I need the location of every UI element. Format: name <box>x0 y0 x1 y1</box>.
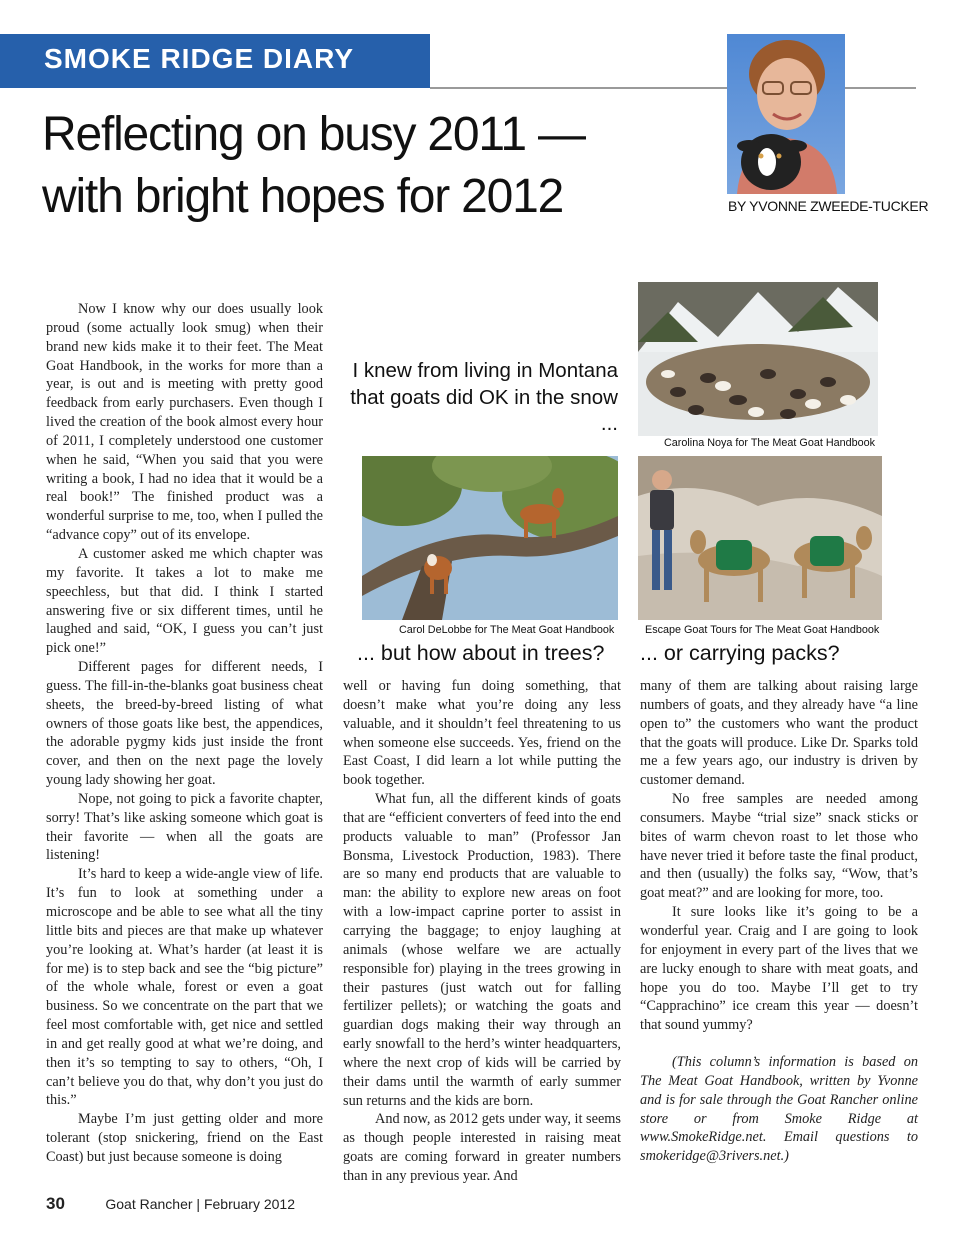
caption-packs: ... or carrying packs? <box>640 641 840 665</box>
byline: BY YVONNE ZWEEDE-TUCKER <box>728 198 929 214</box>
paragraph: Maybe I’m just getting older and more tolerant (stop snickering, friend on the East Coast) but just because someone is doing <box>46 1111 323 1165</box>
article-column-3 <box>640 677 918 1166</box>
paragraph: well or having fun doing something, that doesn’t make what you’re doing any less valuable, and it shouldn’t feel threatening to us when someone else succeeds. Yes, friend on the East Coast, I did learn a lot while putting the book together. <box>343 678 621 789</box>
page-number: 30 <box>46 1194 65 1213</box>
paragraph: It sure looks like it’s going to be a wonderful year. Craig and I are going to look for enjoyment in every part of the lives that we are lucky enough to share with meat goats, and hope you do too. Maybe I’ll get to try “Capprachino” ice cream this year — doesn’t that sound yummy? <box>640 904 918 1034</box>
paragraph: What fun, all the different kinds of goats that are “efficient converters of feed into the end products valuable to man” (Professor Jan Bonsma, Livestock Production, 1983). There are so many end products that are valuable to man: the ability to explore new areas on foot with a low-impact caprine porter to assist in carrying the baggage; to enjoy laughing at animals (whose welfare we are actually responsible for) playing in the trees growing in their pastures (just watch out for falling fertilizer pellets); or watching the goats and guardian dogs making their way through an early snowfall to the herd’s winter headquarters, where the next crop of kids will be carried by their dams until the warmth of early summer sun returns and the kids are born. <box>343 791 621 1109</box>
paragraph: Nope, not going to pick a favorite chapter, sorry! That’s like asking someone which goat is their favorite — when all the goats are listening! <box>46 790 323 864</box>
paragraph: Different pages for different needs, I guess. The fill-in-the-blanks goat business cheat sheets, the breed-by-breed listing of what owners of those goats like best, the appendices, the adorable pygmy kids just inside the front cover, and then on the next page the lovely young lady showing her goat. <box>46 659 323 789</box>
headline-line-1: Reflecting on busy 2011 — <box>42 108 585 161</box>
photo-credit-packs: Escape Goat Tours for The Meat Goat Handbook <box>645 624 880 636</box>
section-title: SMOKE RIDGE DIARY <box>44 43 354 74</box>
pull-quote: I knew from living in Montana that goats did OK in the snow ... <box>350 359 618 435</box>
paragraph: many of them are talking about raising large numbers of goats, and they already have “a line open to” the customers who want the product that the goats will produce. Like Dr. Sparks told me a few years ago, our industry is driven by customer demand. <box>640 678 918 789</box>
page-footer <box>46 1194 295 1214</box>
goats-in-snow-photo <box>638 282 878 436</box>
author-portrait <box>727 34 845 194</box>
magazine-issue: Goat Rancher | February 2012 <box>105 1196 296 1212</box>
article-column-2 <box>343 677 621 1186</box>
article-column-1 <box>46 300 323 1167</box>
paragraph: It’s hard to keep a wide-angle view of life. It’s fun to look at something under a microscope and be able to see what all the tiny little bits and pieces are that make up whatever you’re looking at. What’s harder (at least it is for me) is to step back and see the “big picture” of the whole whale, forest or even a goat business. So we concentrate on the part that we feel most comfortable with, get nice and settled in and get really good at what we’re doing, and then it’s so tempting to say to others, “Oh, I can’t believe you do that, why don’t you just do this.” <box>46 866 323 1109</box>
paragraph: Now I know why our does usually look proud (some actually look smug) when their brand new kids make it to their feet. The Meat Goat Handbook, in the works for more than a year, is out and is meeting with pretty good feedback from early purchasers. Even though I lived the creation of the book almost every hour of 2011, I completely understood one customer when he said, “When you said that you were writing a book, I had no idea that it would be a real book!” The finished product was a wonderful surprise to me, too, when I pulled the “advance copy” out of its envelope. <box>46 301 323 544</box>
paragraph: No free samples are needed among consumers. Maybe “trial size” snack sticks or bites of warm chevon roast to let those who have never tried it before taste the final product, and then (usually) the folks say, “Wow, that’s goat meat?” and are looking for more, too. <box>640 791 918 902</box>
paragraph: A customer asked me which chapter was my favorite. It takes a lot to make me speechless, but that did. I think I started answering five or six different times, until he laughed and said, “OK, I guess you can’t just pick one!” <box>46 545 323 657</box>
headline <box>42 104 702 228</box>
goats-carrying-packs-photo <box>638 456 882 620</box>
section-banner <box>0 34 430 88</box>
photo-credit-trees: Carol DeLobbe for The Meat Goat Handbook <box>399 624 615 636</box>
paragraph: And now, as 2012 gets under way, it seems as though people interested in raising meat goats are coming forward in greater numbers than in any previous year. And <box>343 1111 621 1184</box>
headline-line-2: with bright hopes for 2012 <box>42 170 564 223</box>
source-note: (This column’s information is based on The Meat Goat Handbook, written by Yvonne and is for sale through the Goat Rancher online store or from Smoke Ridge at www.SmokeRidge.net. Email questions to smokeridge@3rivers.net.) <box>640 1054 918 1165</box>
goats-in-trees-photo <box>362 456 618 620</box>
photo-credit-snow: Carolina Noya for The Meat Goat Handbook <box>664 437 876 449</box>
caption-trees: ... but how about in trees? <box>357 641 605 665</box>
